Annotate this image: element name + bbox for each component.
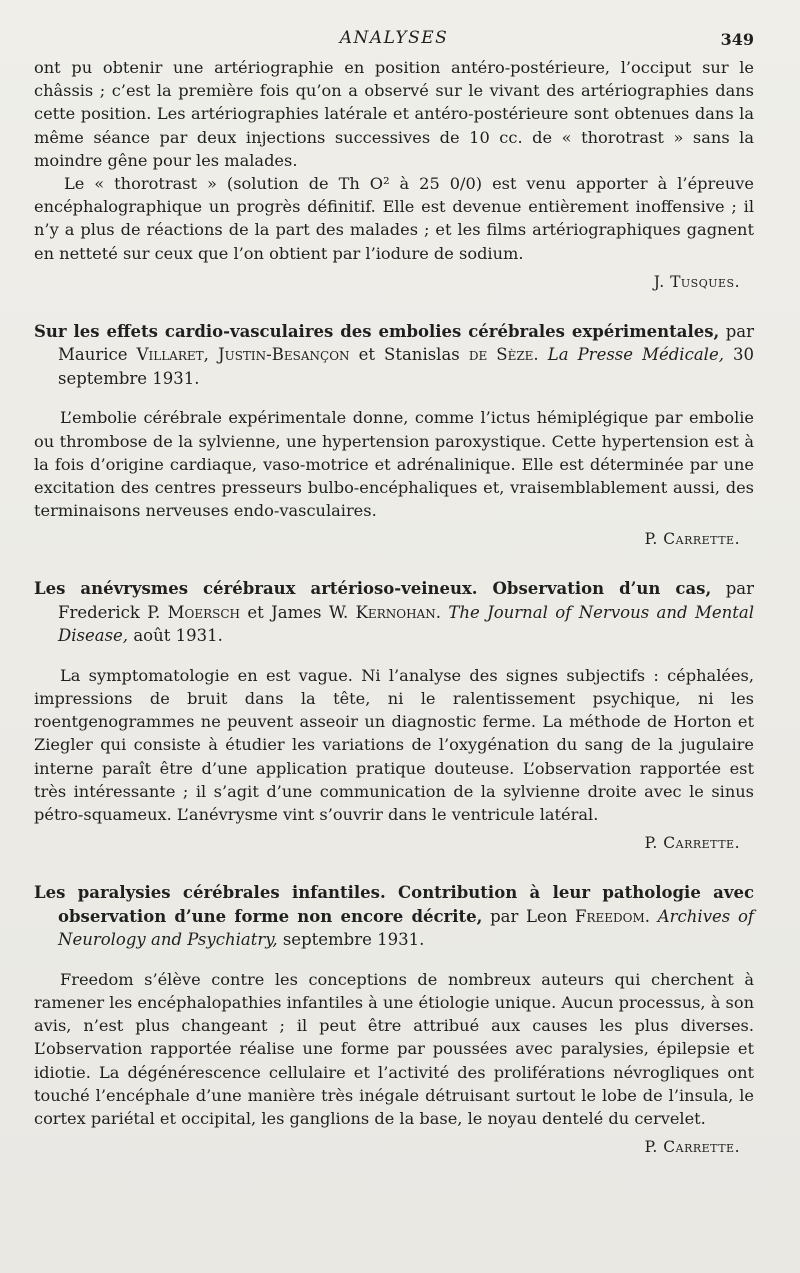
article-2-by: par Frederick P.	[58, 579, 754, 622]
article-1-author-2: Justin-Besançon	[217, 345, 350, 365]
article-1-signature: P. Carrette.	[644, 530, 740, 549]
article-2-author-2: Kernohan.	[355, 602, 441, 622]
article-2-signature: P. Carrette.	[644, 834, 740, 853]
article-1-by: par Maurice	[58, 321, 755, 365]
article-1-heading	[34, 320, 754, 391]
article-3-date: septembre 1931.	[282, 930, 425, 950]
article-1-and: et Stanislas	[358, 345, 460, 365]
article-3-signature: P. Carrette.	[644, 1138, 740, 1157]
running-header	[34, 26, 754, 56]
article-3-author-1: Freedom.	[575, 906, 651, 926]
article-3	[34, 881, 754, 1159]
article-1-title: Sur les effets cardio-vasculaires des embolies cérébrales expérimentales,	[34, 321, 720, 341]
article-1-author-3: de Sèze.	[468, 345, 539, 365]
intro-paragraph-1: ont pu obtenir une artériographie en position antéro-postérieure, l’occiput sur le châssis ; c’est la première fois qu’on a observé sur le vivant des artériographies dans cette position. Les artériographies latérale et antéro-postérieure sont obtenues dans la même séance par deux injections successives de 10 cc. de « thorotrast » sans la moindre gêne pour les malades.	[34, 58, 754, 170]
article-1-body: L’embolie cérébrale expérimentale donne, comme l’ictus hémiplégique par embolie ou thrombose de la sylvienne, une hypertension paroxystique. Cette hypertension est à la fois d’origine cardiaque, vaso-motrice et adrénalinique. Elle est déterminée par une excitation des centres presseurs bulbo-encéphaliques et, vraisemblablement aussi, des terminaisons nerveuses endo-vasculaires.	[34, 408, 754, 521]
continued-article	[34, 56, 754, 294]
intro-signature: J. Tusques.	[653, 272, 740, 291]
article-3-body: Freedom s’élève contre les conceptions de nombreux auteurs qui cherchent à ramener les encéphalopathies infantiles à une étiologie unique. Aucun processus, à son avis, n’est plus changeant ; il peut être attribué aux causes les plus diverses. L’observation rapportée réalise une forme par poussées avec paralysies, épilepsie et idiotie. La dégénérescence cellulaire et l’activité des proliférations névrogliques ont touché l’encéphale d’une manière très inégale détruisant surtout le lobe de l’insula, le cortex pariétal et occipital, les ganglions de la base, le noyau dentelé du cervelet.	[34, 969, 754, 1128]
article-1-date: 30 septembre 1931.	[58, 345, 755, 388]
article-3-heading	[34, 881, 754, 952]
page-number: 349	[720, 30, 754, 49]
article-2-date: août 1931.	[133, 626, 223, 646]
article-1	[34, 320, 754, 552]
article-3-by: par Leon	[490, 906, 568, 926]
intro-paragraph-2: Le « thorotrast » (solution de Th O² à 25 0/0) est venu apporter à l’épreuve encéphalographique un progrès définitif. Elle est devenue entièrement inoffensive ; il n’y a plus de réactions de la part des malades ; et les films artériographiques gagnent en netteté sur ceux que l’on obtient par l’iodure de sodium.	[34, 174, 754, 263]
article-2	[34, 577, 754, 855]
article-2-title: Les anévrysmes cérébraux artérioso-veineux. Observation d’un cas,	[34, 579, 712, 599]
article-2-journal: The Journal of Nervous and Mental Disease,	[58, 602, 754, 646]
article-2-heading	[34, 577, 754, 648]
article-2-body: La symptomatologie en est vague. Ni l’analyse des signes subjectifs : céphalées, impressions de bruit dans la tête, ni le ralentissement psychique, ni les roentgenogrammes ne peuvent asseoir un diagnostic ferme. La méthode de Horton et Ziegler qui consiste à étudier les variations de l’oxygénation du sang de la jugulaire interne paraît être d’une application pratique douteuse. L’observation rapportée est très intéressante ; il s’agit d’une communication de la sylvienne droite avec le sinus pétro-squameux. L’anévrysme vint s’ouvrir dans le ventricule latéral.	[34, 665, 754, 825]
article-1-journal: La Presse Médicale,	[547, 345, 724, 365]
running-title: ANALYSES	[339, 28, 449, 48]
article-1-author-1: Villaret,	[136, 345, 209, 365]
article-2-author-1: Moersch	[167, 602, 241, 622]
article-3-journal: Archives of Neurology and Psychiatry,	[58, 906, 754, 950]
article-2-and: et James W.	[247, 602, 349, 622]
article-3-title: Les paralysies cérébrales infantiles. Contribution à leur pathologie avec observation d’une forme non encore décrite,	[34, 883, 754, 926]
